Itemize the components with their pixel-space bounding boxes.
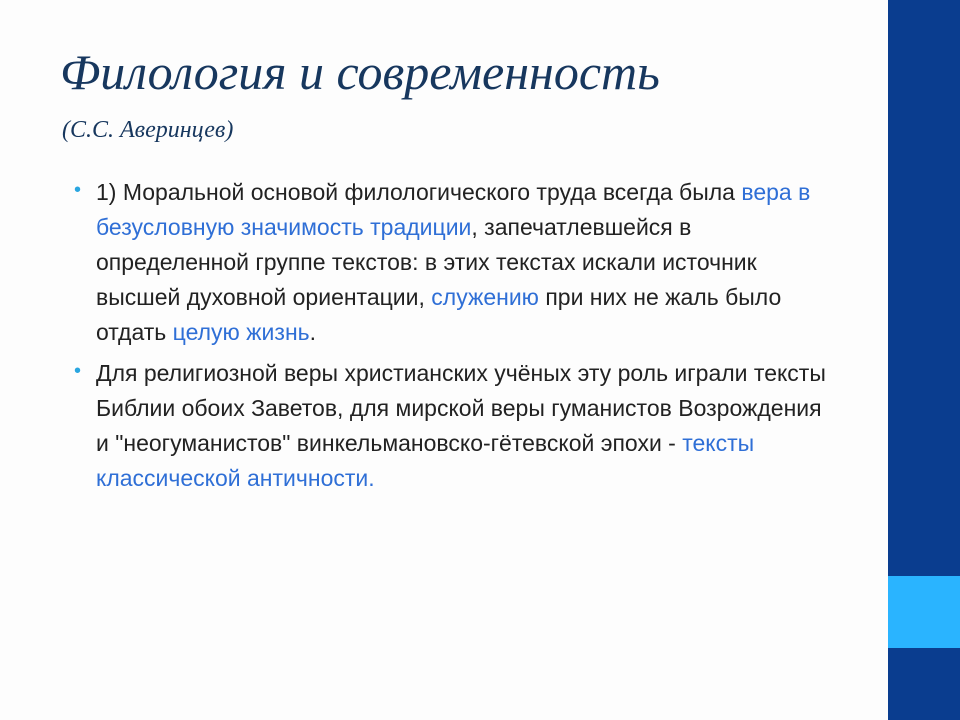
- highlight-segment: служению: [431, 284, 539, 310]
- slide-title: Филология и современность: [60, 44, 660, 100]
- text-segment: Для религиозной веры христианских учёных эту роль играли тексты Библии обоих Заветов, для мирской веры гуманистов Возрождения и "неогуманистов" винкельмановско-гётевской эпохи -: [96, 360, 826, 456]
- highlight-segment: тексты классической античности.: [96, 430, 755, 491]
- bullet-dot-icon: •: [74, 179, 82, 201]
- text-segment: , запечатлевшейся в определенной группе текстов: в этих текстах искали источник высшей духовной ориентации,: [96, 214, 757, 310]
- bullet-item-1: [70, 175, 830, 350]
- highlight-segment: целую жизнь: [172, 319, 310, 345]
- bullet-item-2: [70, 356, 830, 496]
- right-accent-block: [888, 576, 960, 648]
- text-segment: .: [309, 319, 317, 345]
- text-segment: 1) Моральной основой филологического труда всегда была: [96, 179, 742, 205]
- text-segment: при них не жаль было отдать: [96, 284, 782, 345]
- highlight-segment: вера в безусловную значимость традиции: [96, 179, 811, 240]
- bullet-list: [70, 175, 830, 502]
- slide-subtitle: (С.С. Аверинцев): [62, 117, 234, 143]
- bullet-dot-icon: •: [74, 360, 82, 382]
